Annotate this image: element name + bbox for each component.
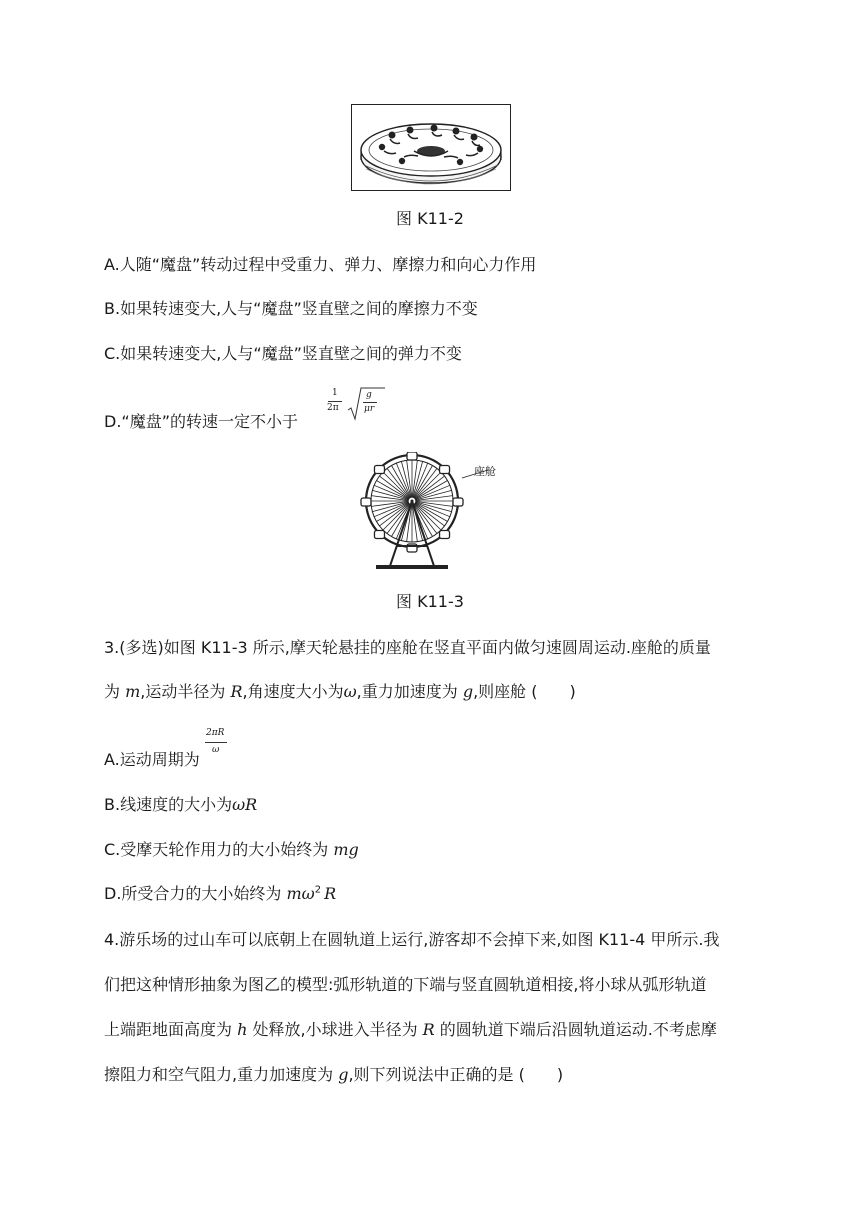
q2-option-d-text: D.“魔盘”的转速一定不小于 (104, 412, 298, 431)
figure-k11-3-caption: 图 K11-3 (396, 592, 464, 611)
option-a-fraction-denominator: ω (212, 745, 220, 755)
text-run: ,运动半径为 (140, 682, 231, 701)
wheel-spoke (372, 501, 412, 512)
wheel-spoke (401, 461, 412, 501)
variable-m-omega: mω (286, 884, 315, 903)
text-run: 上端距地面高度为 (104, 1020, 238, 1039)
option-a-text: A.运动周期为 (104, 750, 200, 769)
variable-omega: ω (343, 682, 357, 701)
formula-radicand-bar (363, 402, 377, 403)
variable-g: g (462, 682, 474, 701)
q4-stem-line-1: 4.游乐场的过山车可以底朝上在圆轨道上运行,游客却不会掉下来,如图 K11-4 甲所示.我 (104, 930, 720, 949)
text-run: 擦阻力和空气阻力,重力加速度为 (104, 1065, 339, 1084)
option-b-text: B.线速度的大小为 (104, 795, 233, 814)
q2-option-d (104, 409, 298, 432)
formula-radicand-numerator: g (366, 390, 372, 400)
ferris-wheel-drawing (361, 452, 488, 569)
q4-stem-line-2: 们把这种情形抽象为图乙的模型:弧形轨道的下端与竖直圆轨道相接,将小球从弧形轨道 (104, 975, 707, 994)
formula-coef-denominator: 2π (327, 403, 339, 413)
wheel-cabin (440, 531, 450, 539)
wheel-spoke (412, 490, 452, 501)
q3-option-b (104, 792, 257, 815)
variable-r: R (324, 884, 337, 903)
q2-option-a: A.人随“魔盘”转动过程中受重力、弹力、摩擦力和向心力作用 (104, 255, 537, 274)
formula-radicand-denominator: μr (364, 404, 375, 414)
superscript-2: 2 (314, 884, 322, 896)
text-run: ,则下列说法中正确的是 ( ) (348, 1065, 564, 1084)
text-run: ,则座舱 ( ) (473, 682, 576, 701)
q4-stem-line-4 (104, 1062, 563, 1085)
wheel-cabin (407, 452, 417, 460)
variable-r: R (230, 682, 243, 701)
variable-mg: mg (333, 840, 359, 859)
wheel-cabin (361, 498, 371, 506)
option-a-fraction-numerator: 2πR (206, 728, 225, 738)
q3-option-a (104, 747, 200, 770)
q3-stem-line-1: 3.(多选)如图 K11-3 所示,摩天轮悬挂的座舱在竖直平面内做匀速圆周运动.座舱的质量 (104, 638, 711, 657)
variable-omega-r: ωR (232, 795, 258, 814)
formula-coef-numerator: 1 (332, 388, 338, 398)
figure-k11-2-caption: 图 K11-2 (396, 209, 464, 228)
wheel-cabin (440, 465, 450, 473)
option-a-fraction-bar (205, 742, 227, 743)
q2-option-b: B.如果转速变大,人与“魔盘”竖直壁之间的摩擦力不变 (104, 299, 478, 318)
wheel-cabin (374, 465, 384, 473)
wheel-spoke (412, 461, 423, 501)
q3-option-c (104, 837, 359, 860)
variable-r: R (422, 1020, 435, 1039)
variable-g: g (338, 1065, 349, 1084)
text-run: ,重力加速度为 (356, 682, 463, 701)
magic-disc-drawing (352, 105, 510, 190)
wheel-cabin (453, 498, 463, 506)
cabin-label: 座舱 (474, 465, 496, 478)
option-d-text: D.所受合力的大小始终为 (104, 884, 287, 903)
text-run: 的圆轨道下端后沿圆轨道运动.不考虑摩 (434, 1020, 717, 1039)
figure-k11-2-image (351, 104, 511, 191)
wheel-spoke (412, 501, 452, 512)
variable-h: h (237, 1020, 248, 1039)
wheel-cabin (374, 531, 384, 539)
text-run: ,角速度大小为 (242, 682, 344, 701)
q3-option-d (104, 881, 336, 904)
figure-k11-3-image (352, 452, 512, 577)
variable-m: m (125, 682, 141, 701)
text-run: 为 (104, 682, 126, 701)
q4-stem-line-3 (104, 1017, 717, 1040)
q2-option-c: C.如果转速变大,人与“魔盘”竖直壁之间的弹力不变 (104, 344, 462, 363)
formula-coef-bar (328, 401, 342, 402)
wheel-spoke (372, 490, 412, 501)
text-run: 处释放,小球进入半径为 (247, 1020, 423, 1039)
option-c-text: C.受摩天轮作用力的大小始终为 (104, 840, 334, 859)
q3-stem-line-2 (104, 679, 576, 702)
